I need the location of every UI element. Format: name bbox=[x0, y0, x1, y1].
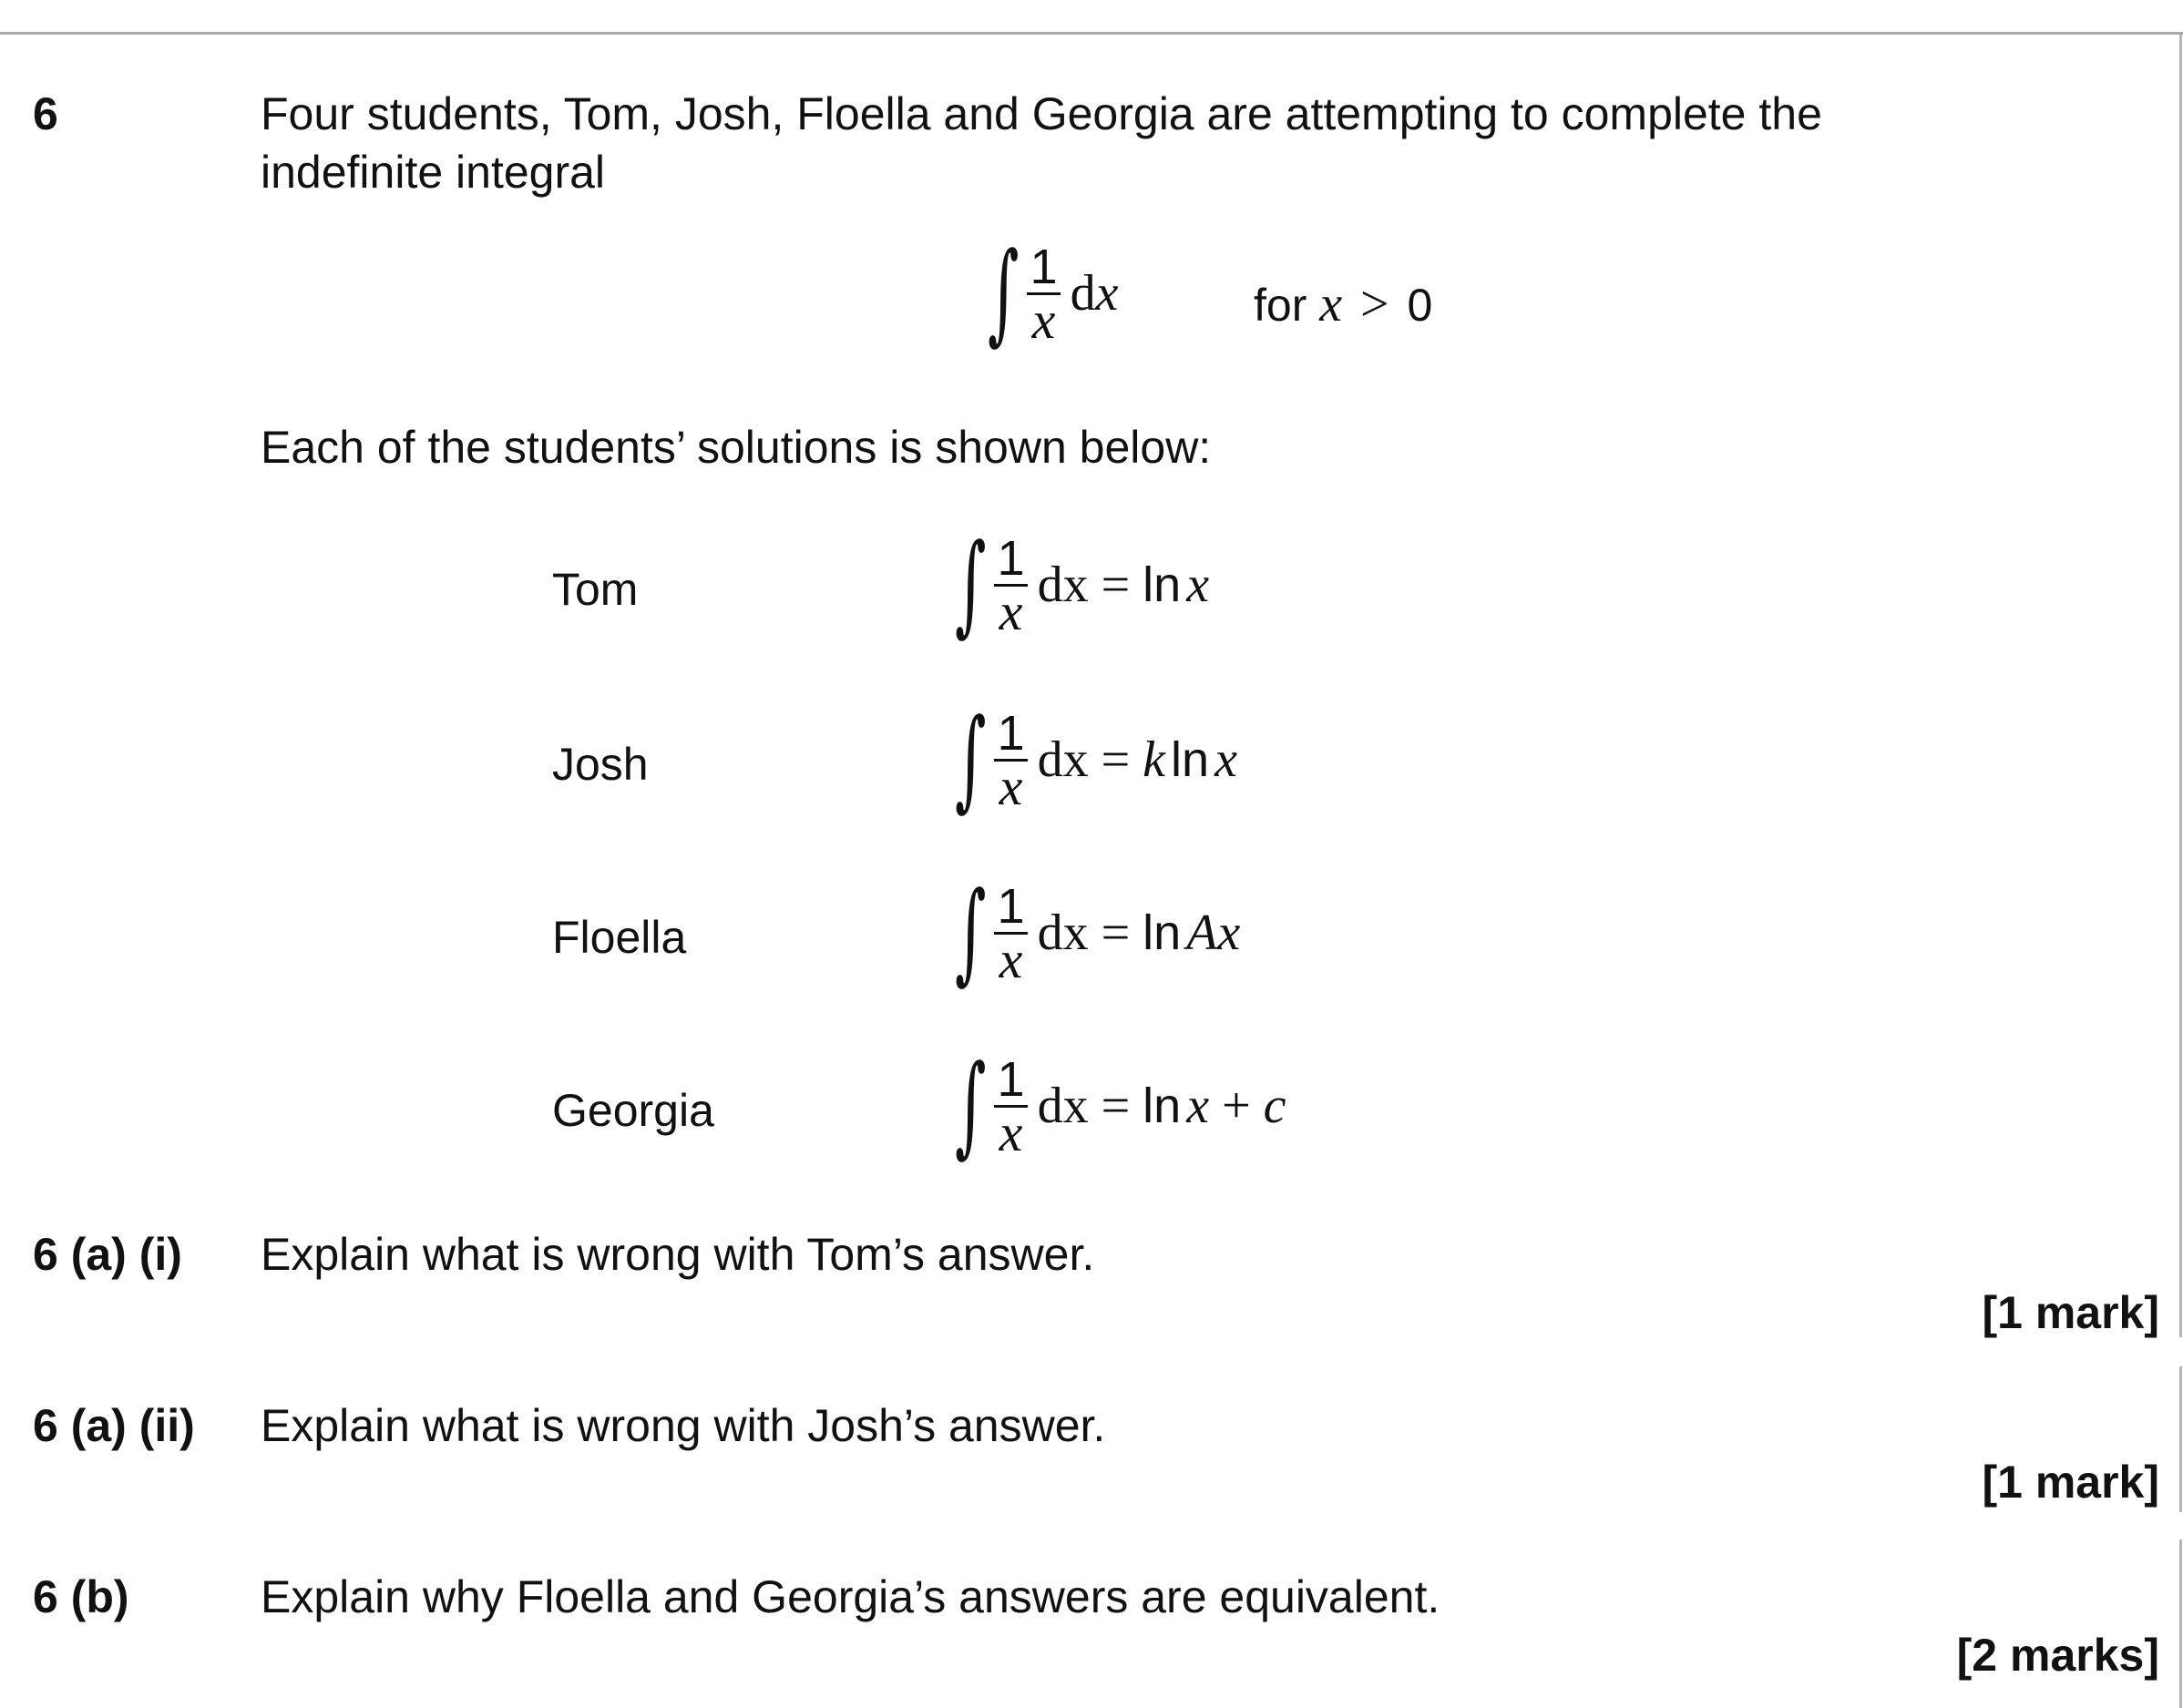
student-name-floella: Floella bbox=[552, 912, 687, 963]
part-marks-a-ii: [1 mark] bbox=[1982, 1457, 2159, 1508]
part-text-a-i: Explain what is wrong with Tom’s answer. bbox=[261, 1229, 1095, 1280]
condition-value: 0 bbox=[1407, 280, 1433, 331]
differential: dx bbox=[1037, 557, 1089, 613]
student-name-josh: Josh bbox=[552, 739, 649, 790]
integral-condition bbox=[1254, 275, 1432, 333]
integral-sign: ∫ bbox=[955, 696, 987, 823]
intro-line-1: Four students, Tom, Josh, Floella and Georgia are attempting to complete the bbox=[261, 88, 1822, 139]
solution-tom bbox=[942, 521, 1210, 648]
part-text-b: Explain why Floella and Georgia’s answers are equivalent. bbox=[261, 1571, 1440, 1622]
fraction bbox=[994, 530, 1029, 641]
equals-sign: = bbox=[1101, 557, 1131, 613]
fraction-denominator: x bbox=[994, 584, 1029, 638]
right-border-lower bbox=[2179, 1539, 2182, 1708]
ln-operator: ln bbox=[1171, 732, 1210, 787]
top-rule bbox=[0, 32, 2183, 35]
fraction-numerator: 1 bbox=[997, 878, 1025, 934]
student-name-tom: Tom bbox=[552, 564, 639, 615]
part-label-a-ii: 6 (a) (ii) bbox=[33, 1400, 195, 1451]
rhs-argument: x bbox=[1214, 731, 1237, 788]
condition-op: > bbox=[1360, 276, 1389, 332]
fraction bbox=[1027, 239, 1061, 350]
fraction-denominator: x bbox=[994, 759, 1029, 813]
fraction-denominator: x bbox=[1027, 292, 1061, 346]
plus-sign: + bbox=[1222, 1078, 1251, 1134]
fraction-denominator: x bbox=[994, 1105, 1029, 1159]
right-border-upper bbox=[2179, 35, 2182, 1337]
main-integral bbox=[975, 230, 1119, 356]
equals-sign: = bbox=[1101, 1078, 1131, 1134]
condition-prefix: for bbox=[1254, 280, 1307, 331]
differential-var: x bbox=[1095, 265, 1119, 322]
condition-var: x bbox=[1319, 276, 1343, 332]
rhs-argument: Ax bbox=[1186, 905, 1241, 961]
fraction bbox=[994, 878, 1029, 989]
integral-sign: ∫ bbox=[988, 230, 1020, 356]
differential: dx bbox=[1037, 1078, 1089, 1134]
differential: dx bbox=[1037, 731, 1089, 788]
student-name-georgia: Georgia bbox=[552, 1085, 714, 1136]
ln-operator: ln bbox=[1143, 1079, 1182, 1133]
solution-josh bbox=[942, 696, 1237, 823]
part-label-b: 6 (b) bbox=[33, 1571, 129, 1622]
equals-sign: = bbox=[1101, 731, 1131, 788]
part-label-a-i: 6 (a) (i) bbox=[33, 1229, 182, 1280]
rhs-argument: x bbox=[1186, 557, 1210, 613]
equals-sign: = bbox=[1101, 905, 1131, 961]
rhs-argument: x bbox=[1186, 1078, 1210, 1134]
part-marks-b: [2 marks] bbox=[1956, 1630, 2159, 1681]
intro-line-2: indefinite integral bbox=[261, 147, 606, 198]
integral-sign: ∫ bbox=[955, 869, 987, 996]
fraction bbox=[994, 1051, 1029, 1162]
constant: c bbox=[1263, 1078, 1286, 1134]
part-marks-a-i: [1 mark] bbox=[1982, 1287, 2159, 1338]
solutions-intro: Each of the students’ solutions is shown below: bbox=[261, 422, 1212, 473]
integral-sign: ∫ bbox=[955, 521, 987, 648]
fraction-denominator: x bbox=[994, 932, 1029, 986]
question-number: 6 bbox=[33, 88, 58, 139]
solution-georgia bbox=[942, 1042, 1286, 1169]
fraction-numerator: 1 bbox=[997, 1051, 1025, 1107]
integral-sign: ∫ bbox=[955, 1042, 987, 1169]
fraction bbox=[994, 705, 1029, 816]
coefficient: k bbox=[1143, 731, 1166, 788]
differential: dx bbox=[1037, 905, 1089, 961]
part-text-a-ii: Explain what is wrong with Josh’s answer. bbox=[261, 1400, 1106, 1451]
differential-d: d bbox=[1070, 265, 1096, 322]
fraction-numerator: 1 bbox=[997, 705, 1025, 761]
solution-floella bbox=[942, 869, 1241, 996]
fraction-numerator: 1 bbox=[1030, 239, 1058, 294]
fraction-numerator: 1 bbox=[997, 530, 1025, 586]
ln-operator: ln bbox=[1143, 557, 1182, 612]
ln-operator: ln bbox=[1143, 905, 1182, 960]
right-border-middle bbox=[2179, 1366, 2182, 1512]
